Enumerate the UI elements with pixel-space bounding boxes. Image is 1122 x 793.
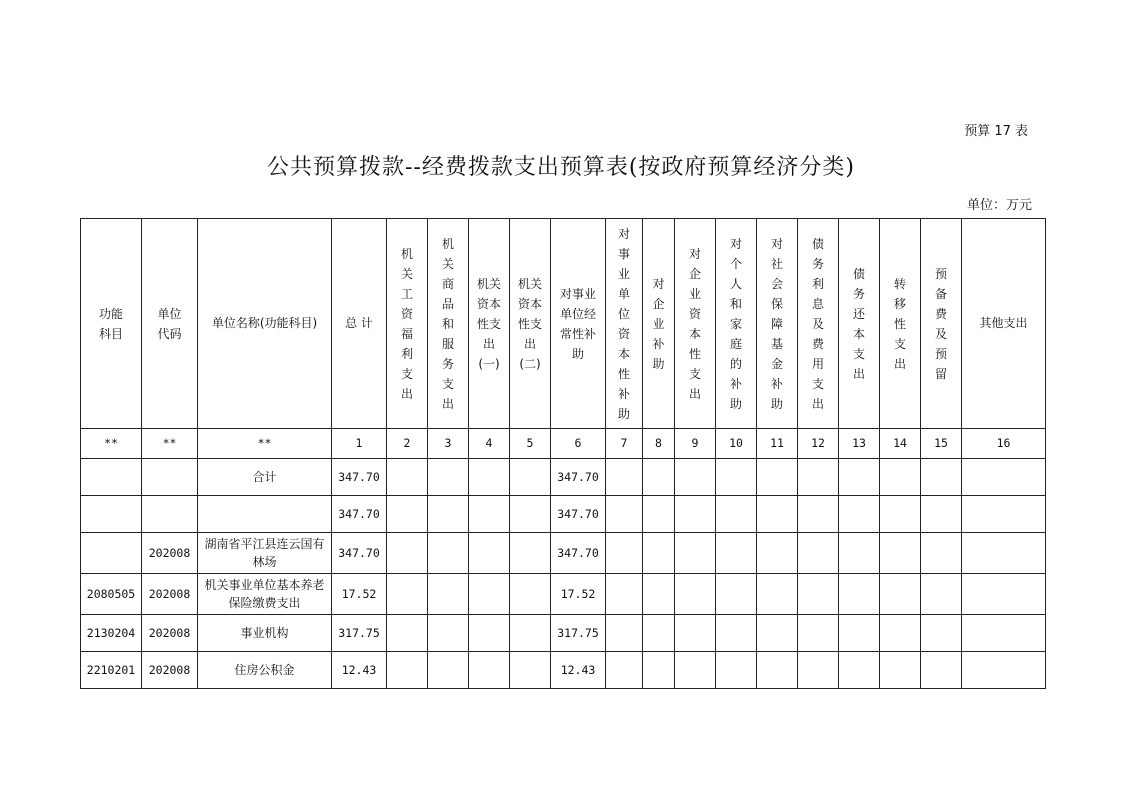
unit-name-cell: 湖南省平江县连云国有林场 [198,533,332,574]
unit-label: 单位：万元 [966,198,1032,213]
index-cell: 4 [469,429,510,459]
col-16-cell [962,496,1046,533]
col-11-cell [757,533,798,574]
unit-name-cell: 住房公积金 [198,652,332,689]
col-7-cell [606,615,643,652]
col-5-cell [510,615,551,652]
col-5-cell [510,533,551,574]
col-2-cell [387,652,428,689]
header-row [81,219,1046,429]
func-code-cell [81,459,142,496]
index-cell: 1 [332,429,387,459]
col-4-cell [469,652,510,689]
unit-code-cell: 202008 [142,652,198,689]
col-7-cell [606,496,643,533]
index-cell: 3 [428,429,469,459]
col-3-cell [428,533,469,574]
col-4-cell [469,574,510,615]
header-col-7: 对事业单位资本性补助 [606,219,643,429]
col-16-cell [962,574,1046,615]
col-15-cell [921,652,962,689]
col-6-cell: 17.52 [551,574,606,615]
col-6-cell: 12.43 [551,652,606,689]
total-cell: 12.43 [332,652,387,689]
col-13-cell [839,496,880,533]
index-cell: 15 [921,429,962,459]
col-6-cell: 347.70 [551,496,606,533]
col-10-cell [716,652,757,689]
header-col-14: 转移性支出 [880,219,921,429]
func-code-cell [81,496,142,533]
unit-name-cell: 机关事业单位基本养老保险缴费支出 [198,574,332,615]
table-row [81,615,1046,652]
col-16-cell [962,615,1046,652]
col-5-cell [510,652,551,689]
col-12-cell [798,459,839,496]
col-15-cell [921,533,962,574]
col-14-cell [880,533,921,574]
func-code-cell: 2210201 [81,652,142,689]
col-10-cell [716,574,757,615]
col-15-cell [921,496,962,533]
col-14-cell [880,459,921,496]
header-col-10: 对个人和家庭的补助 [716,219,757,429]
header-col-4: 机关资本性支出(一) [469,219,510,429]
col-16-cell [962,459,1046,496]
col-10-cell [716,459,757,496]
col-16-cell [962,652,1046,689]
col-10-cell [716,533,757,574]
col-14-cell [880,496,921,533]
col-10-cell [716,615,757,652]
col-13-cell [839,459,880,496]
unit-name-cell: 合计 [198,459,332,496]
index-cell: 5 [510,429,551,459]
col-8-cell [643,496,675,533]
col-11-cell [757,574,798,615]
header-col-6: 对事业单位经常性补助 [551,219,606,429]
header-col-11: 对社会保障基金补助 [757,219,798,429]
col-11-cell [757,615,798,652]
col-8-cell [643,533,675,574]
col-3-cell [428,615,469,652]
table-row [81,652,1046,689]
col-6-cell: 347.70 [551,533,606,574]
col-11-cell [757,496,798,533]
unit-name-cell [198,496,332,533]
col-3-cell [428,496,469,533]
col-2-cell [387,574,428,615]
col-9-cell [675,496,716,533]
header-col-16: 其他支出 [962,219,1046,429]
col-2-cell [387,615,428,652]
header-col-8: 对企业补助 [643,219,675,429]
col-2-cell [387,533,428,574]
header-col-12: 债务利息及费用支出 [798,219,839,429]
header-unit-name: 单位名称(功能科目) [198,219,332,429]
total-cell: 347.70 [332,459,387,496]
col-9-cell [675,615,716,652]
total-cell: 347.70 [332,533,387,574]
form-number: 预算 17 表 [964,124,1028,139]
unit-code-cell: 202008 [142,574,198,615]
header-col-15: 预备费及预留 [921,219,962,429]
unit-code-cell: 202008 [142,533,198,574]
index-cell: ** [198,429,332,459]
index-cell: ** [81,429,142,459]
col-3-cell [428,459,469,496]
col-15-cell [921,459,962,496]
col-7-cell [606,652,643,689]
col-7-cell [606,533,643,574]
unit-code-cell [142,459,198,496]
table-row [81,574,1046,615]
budget-table [80,218,1046,689]
col-11-cell [757,459,798,496]
col-5-cell [510,496,551,533]
col-8-cell [643,459,675,496]
index-cell: 10 [716,429,757,459]
index-row [81,429,1046,459]
col-6-cell: 347.70 [551,459,606,496]
col-6-cell: 317.75 [551,615,606,652]
col-9-cell [675,574,716,615]
func-code-cell: 2130204 [81,615,142,652]
col-10-cell [716,496,757,533]
col-16-cell [962,533,1046,574]
col-4-cell [469,533,510,574]
col-5-cell [510,459,551,496]
col-2-cell [387,459,428,496]
func-code-cell: 2080505 [81,574,142,615]
index-cell: ** [142,429,198,459]
col-4-cell [469,615,510,652]
col-13-cell [839,574,880,615]
col-12-cell [798,652,839,689]
col-8-cell [643,652,675,689]
header-col-5: 机关资本性支出(二) [510,219,551,429]
index-cell: 11 [757,429,798,459]
col-5-cell [510,574,551,615]
index-cell: 8 [643,429,675,459]
col-13-cell [839,615,880,652]
col-4-cell [469,496,510,533]
table-row [81,533,1046,574]
total-cell: 347.70 [332,496,387,533]
table-row [81,496,1046,533]
col-13-cell [839,652,880,689]
index-cell: 6 [551,429,606,459]
header-col-13: 债务还本支出 [839,219,880,429]
table-row [81,459,1046,496]
col-12-cell [798,574,839,615]
col-12-cell [798,533,839,574]
unit-name-cell: 事业机构 [198,615,332,652]
func-code-cell [81,533,142,574]
col-15-cell [921,615,962,652]
col-4-cell [469,459,510,496]
col-8-cell [643,615,675,652]
col-12-cell [798,496,839,533]
unit-code-cell: 202008 [142,615,198,652]
col-2-cell [387,496,428,533]
col-7-cell [606,574,643,615]
header-col-3: 机关商品和服务支出 [428,219,469,429]
header-unit-code: 单位代码 [142,219,198,429]
header-total: 总 计 [332,219,387,429]
col-3-cell [428,574,469,615]
col-9-cell [675,459,716,496]
col-9-cell [675,652,716,689]
index-cell: 9 [675,429,716,459]
index-cell: 13 [839,429,880,459]
col-14-cell [880,615,921,652]
total-cell: 317.75 [332,615,387,652]
unit-code-cell [142,496,198,533]
col-13-cell [839,533,880,574]
total-cell: 17.52 [332,574,387,615]
col-3-cell [428,652,469,689]
col-9-cell [675,533,716,574]
header-col-2: 机关工资福利支出 [387,219,428,429]
col-12-cell [798,615,839,652]
col-14-cell [880,574,921,615]
index-cell: 7 [606,429,643,459]
index-cell: 16 [962,429,1046,459]
header-func-code: 功能科目 [81,219,142,429]
col-7-cell [606,459,643,496]
col-11-cell [757,652,798,689]
page-title: 公共预算拨款--经费拨款支出预算表(按政府预算经济分类) [266,155,856,180]
col-8-cell [643,574,675,615]
index-cell: 12 [798,429,839,459]
index-cell: 2 [387,429,428,459]
col-14-cell [880,652,921,689]
header-col-9: 对企业资本性支出 [675,219,716,429]
index-cell: 14 [880,429,921,459]
col-15-cell [921,574,962,615]
